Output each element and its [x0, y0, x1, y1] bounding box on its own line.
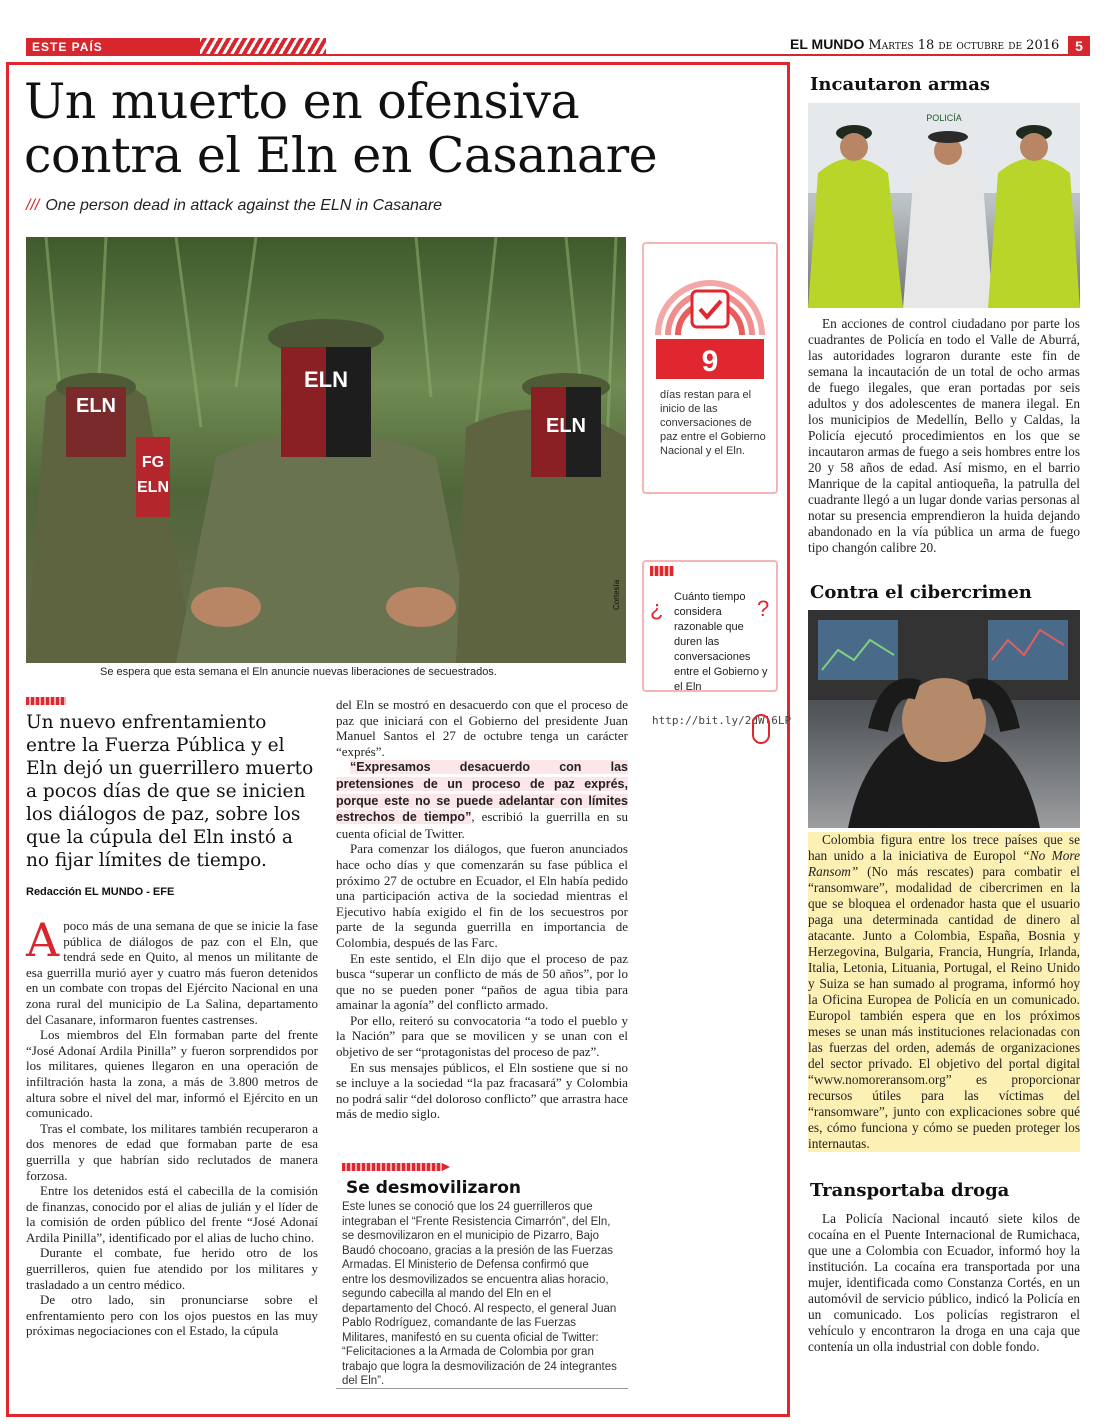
- police-banner-text: POLICÍA: [926, 113, 962, 123]
- mouse-icon: [752, 714, 770, 744]
- incautaron-paragraph: En acciones de control ciudadano por parte los cuadrantes de Policía en todo el Valle de Aburrá, las autoridades lograron durante este fin de semana la incautación de un total de ocho armas de fuego ilegales, que eran portadas por seis adultos y dos adolescentes de manera ilegal. En los municipios de Medellín, Bello y Caldas, la Policía ejecutó procedimientos en los que se incautaron armas de fuego a seis hombres entre los 20 y 58 años de edad. Así mismo, en el barrio Manrique de la capital antioqueña, la patrulla del cuadrante llegó a un lugar donde varias personas al notar su presencia emprendieron la huida dejando abandonado en la vía pública un arma de fuego tipo changón calibre 20.: [808, 316, 1080, 555]
- col1-paragraph-2: Los miembros del Eln formaban parte del frente “José Adonaí Ardila Pinilla” y fueron sorprendidos por los militares, quienes llegaron en una operación de infiltración hasta la zona, a más de 3.800 metros de altura sobre el nivel del mar, informó el Ejército en un comunicado.: [26, 1027, 318, 1121]
- subhead-text: One person dead in attack against the ELN in Casanare: [45, 197, 443, 214]
- cibercrimen-emphasis: “No More Ransom”: [808, 848, 1080, 879]
- paper-name: EL MUNDO: [790, 36, 865, 52]
- mask-text-left: ELN: [76, 395, 116, 417]
- col1-paragraph-4: Entre los detenidos está el cabecilla de la comisión de finanzas, conocido por el alias de julián y el líder de la comisión de orden público del frente “José Adonaí Ardila Pinilla”, identificado por el alias de lucho chino.: [26, 1183, 318, 1245]
- col2-paragraph-5: Por ello, reiteró su convocatoria “a todo el pueblo y la Nación” para que se movilicen y se unan con el objetivo de ser “protagonistas del proceso de paz”.: [336, 1012, 628, 1060]
- guerrillas-illustration: [26, 237, 626, 663]
- incautaron-text: [808, 316, 1080, 556]
- days-text: días restan para el inicio de las conversaciones de paz entre el Gobierno Nacional y el Eln.: [660, 389, 766, 457]
- headline-line-2: contra el Eln en Casanare: [24, 127, 658, 184]
- section-title-droga: Transportaba droga: [810, 1180, 1010, 1201]
- section-title-incautaron: Incautaron armas: [810, 74, 991, 95]
- droga-paragraph: La Policía Nacional incautó siete kilos de cocaína en el Puente Internacional de Rumichaca, que une a Colombia con Ecuador, informó hoy la institución. La cocaína era transportada por una mujer, identificada como Constanza Cortés, en un automóvil de servicio público, indicó la Policía en un comunicado. Los policías registraron el vehículo y encontraron la droga en una caja que contenía un olla industrial con doble fondo.: [808, 1211, 1080, 1354]
- pull-quote: “Expresamos desacuerdo con las pretensiones de un proceso de paz exprés, porque este no se puede adelantar con límites estrechos de tiempo”: [336, 760, 628, 825]
- police-photo[interactable]: [808, 103, 1080, 308]
- headline: [24, 75, 764, 183]
- body-column-1: [26, 913, 318, 1339]
- days-number: 9: [701, 345, 719, 378]
- photo-credit: Cortesía: [612, 579, 621, 610]
- box-marker: [342, 1163, 442, 1171]
- box-title: Se desmovilizaron: [346, 1178, 521, 1198]
- lead-paragraph: Un nuevo enfrentamiento entre la Fuerza Pública y el Eln dejó un guerrillero muerto a pocos días de que se inicien los diálogos de paz, sobre los que la cúpula del Eln instó a no fijar límites de tiempo.: [26, 712, 314, 871]
- headline-line-1: Un muerto en ofensiva: [24, 73, 580, 130]
- mask-text-right: ELN: [546, 415, 586, 437]
- poll-link[interactable]: http://bit.ly/2dWl6LP: [652, 714, 792, 727]
- patch-text-fg: FG: [141, 454, 165, 471]
- body-column-2: [336, 697, 628, 1122]
- cibercrimen-text-a: Colombia figura entre los trece países que se han unido a la iniciativa de Europol: [808, 832, 1080, 863]
- cybercrime-photo[interactable]: [808, 610, 1080, 828]
- col2-quote-tail: , escribió la guerrilla en su cuenta oficial de Twitter.: [336, 809, 628, 841]
- page-number: 5: [1068, 36, 1090, 56]
- question-marker: [650, 566, 674, 576]
- photo-caption: Se espera que esta semana el Eln anuncie nuevas liberaciones de secuestrados.: [100, 666, 497, 678]
- col1-paragraph-3: Tras el combate, los militares también recuperaron a dos menores de edad que formaban parte de esa guerrilla y que habrían sido reclutados de manera forzosa.: [26, 1120, 318, 1183]
- section-title-cibercrimen: Contra el cibercrimen: [810, 582, 1032, 603]
- box-body: Este lunes se conoció que los 24 guerrilleros que integraban el “Frente Resistencia Cimarrón”, del Eln, se desmovilizaron en el municipio de Pizarro, Bajo Baudó chocoano, gracias a la presión de las Fuerzas Armadas. El Ministerio de Defensa confirmó que entre los desmovilizados se encuentra alias horacio, segundo cabecilla al mando del Eln en el departamento del Chocó. Al respecto, el general Juan Pablo Rodríguez, comandante de las Fuerzas Militares, manifestó en su cuenta oficial de Twitter: “Felicitaciones a la Armada de Colombia por gran trabajo que logra la desmovilización de 24 integrantes del Eln”.: [342, 1201, 617, 1387]
- byline: Redacción EL MUNDO - EFE: [26, 886, 175, 898]
- subheadline: [26, 197, 726, 215]
- col1-paragraph-5: Durante el combate, fue herido otro de los guerrilleros, quien fue atendido por los militares y trasladado a un centro médico.: [26, 1245, 318, 1292]
- calendar-icon: [692, 291, 728, 327]
- col2-paragraph-4: En este sentido, el Eln dijo que el proceso de paz busca “superar un conflicto de más de 50 años”, por lo que no se pueden poner “paños de agua tibia para amainar la agonía” del conflicto armado.: [336, 950, 628, 1013]
- subhead-slashes: ///: [26, 197, 40, 214]
- cibercrimen-text-b: (No más rescates) para combatir el “ransomware”, modalidad de cibercrimen en la que se bloquea el ordenador hasta que el usuario paga una determinada cantidad de dinero al atacante. Junto a Colombia, España, Bosnia y Herzegovina, Bulgaria, Francia, Hungría, Irlanda, Italia, Letonia, Lituania, Portugal, el Reino Unido y Suiza se han sumado al programa, informó hoy la Oficina Europea de Policía en un comunicado. Europol también espera que en los próximos meses se unan más instituciones relacionadas con las fuerzas del orden, además de organizaciones del sector privado. El objetivo del portal digital “www.nomoreransom.org” es proporcionar recursos útiles para las víctimas del “ransomware”, junto con explicaciones sobre qué es, cómo funciona y cómo se pueden proteger los internautas.: [808, 864, 1080, 1151]
- col2-paragraph-6: En sus mensajes públicos, el Eln sostiene que si no se incluye a la sociedad “la paz fracasará” y Colombia no podrá salir “del doloroso conflicto” que arrastra hace más de medio siglo.: [336, 1059, 628, 1122]
- cibercrimen-text: [808, 832, 1080, 1152]
- patch-text-eln: ELN: [137, 479, 169, 496]
- masthead: [790, 36, 1059, 53]
- col2-paragraph-3: Para comenzar los diálogos, que fueron anunciados hace ocho días y que comenzarán su fase pública el próximo 27 de octubre en Ecuador, el Eln había pedido una participación activa de la sociedad mientras el Ejecutivo había exigido el fin de los secuestros por parte de la segunda guerrilla en importancia de Colombia, después de las Farc.: [336, 841, 628, 950]
- col2-paragraph-1: del Eln se mostró en desacuerdo con que el proceso de paz que iniciará con el Gobierno del presidente Juan Manuel Santos el 27 de octubre tenga un carácter “exprés”.: [336, 697, 628, 759]
- col1-paragraph-1: poco más de una semana de que se inicie la fase pública de diálogos de paz con el Eln, que tendrá sede en Quito, al menos un militante de esa guerrilla murió ayer y cuatro más fueron detenidos en un combate con tropas del Ejército Nacional en una zona rural del municipio de La Salina, departamento del Casanare, informaron fuentes castrenses.: [26, 918, 318, 1027]
- poll-question: Cuánto tiempo considera razonable que duren las conversaciones entre el Gobierno y el Eln: [674, 591, 768, 693]
- question-open-mark: ¿: [650, 596, 664, 621]
- droga-text: [808, 1211, 1080, 1355]
- lead-marker: [26, 697, 66, 705]
- col1-paragraph-6: De otro lado, sin pronunciarse sobre el enfrentamiento pero con los ojos puestos en las muy próximas negociaciones con el Estado, la cúpula: [26, 1292, 318, 1339]
- cibercrimen-paragraph: [808, 832, 1080, 1152]
- question-close-mark: ?: [757, 596, 770, 621]
- main-photo[interactable]: [26, 237, 626, 663]
- issue-date: Martes 18 de octubre de 2016: [868, 38, 1060, 53]
- drop-cap: A: [26, 913, 60, 967]
- header-rule: [26, 54, 1086, 56]
- section-label: ESTE PAÍS: [32, 40, 103, 54]
- pencil-tip-icon: [442, 1163, 450, 1171]
- mask-text-center: ELN: [304, 367, 348, 392]
- box-rule: [336, 1388, 628, 1389]
